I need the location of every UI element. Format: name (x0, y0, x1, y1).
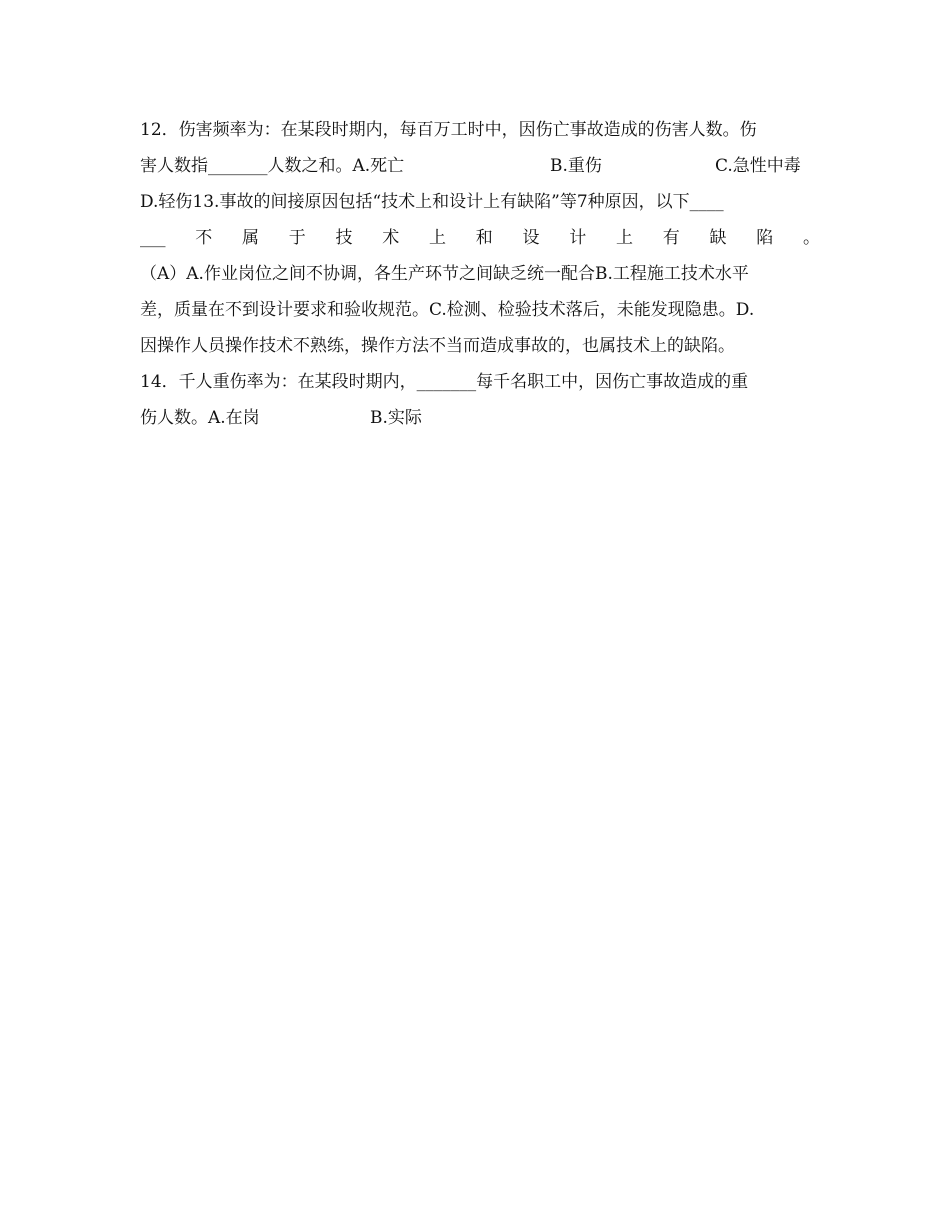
option-a-dead: 害人数指_______人数之和。A.死亡 (140, 156, 405, 176)
question-12-line-1: 12．伤害频率为：在某段时期内，每百万工时中，因伤亡事故造成的伤害人数。伤 (140, 120, 757, 140)
justified-char: ___ (140, 228, 166, 248)
justified-char: 陷 (756, 228, 774, 248)
question-13-answer-and-options: （A）A.作业岗位之间不协调，各生产环节之间缺乏统一配合B.工程施工技术水平 (140, 264, 749, 284)
question-14-options (140, 404, 820, 432)
option-a-on-duty: 伤人数。A.在岗 (140, 408, 260, 428)
question-13-justified-line (140, 224, 820, 252)
question-13-options-cont: 差，质量在不到设计要求和验收规范。C.检测、检验技术落后，未能发现隐患。D. (140, 300, 755, 320)
question-12-options (140, 152, 820, 180)
justified-char: 和 (475, 228, 493, 248)
justified-char: 属 (242, 228, 259, 248)
option-c-acute-poisoning: C.急性中毒 (715, 156, 801, 176)
justified-char: 计 (569, 228, 587, 248)
justified-char: 有 (662, 228, 680, 248)
question-13-option-d: 因操作人员操作技术不熟练，操作方法不当而造成事故的，也属技术上的缺陷。 (140, 336, 735, 356)
option-b-serious-injury: B.重伤 (550, 156, 602, 176)
justified-char: 上 (429, 228, 446, 248)
question-14-line-1: 14．千人重伤率为：在某段时期内，_______每千名职工中，因伤亡事故造成的重 (140, 372, 749, 392)
option-b-actual: B.实际 (370, 408, 422, 428)
justified-char: 不 (195, 228, 213, 248)
question-13-line-1: D.轻伤13.事故的间接原因包括“技术上和设计上有缺陷”等7种原因，以下____ (140, 192, 724, 212)
justified-char: 设 (522, 228, 540, 248)
justified-char: 上 (616, 228, 633, 248)
justified-char: 于 (288, 228, 306, 248)
justified-char: 技 (335, 228, 353, 248)
justified-char: 术 (382, 228, 400, 248)
justified-char: 缺 (709, 228, 727, 248)
justified-char: 。 (803, 228, 820, 248)
